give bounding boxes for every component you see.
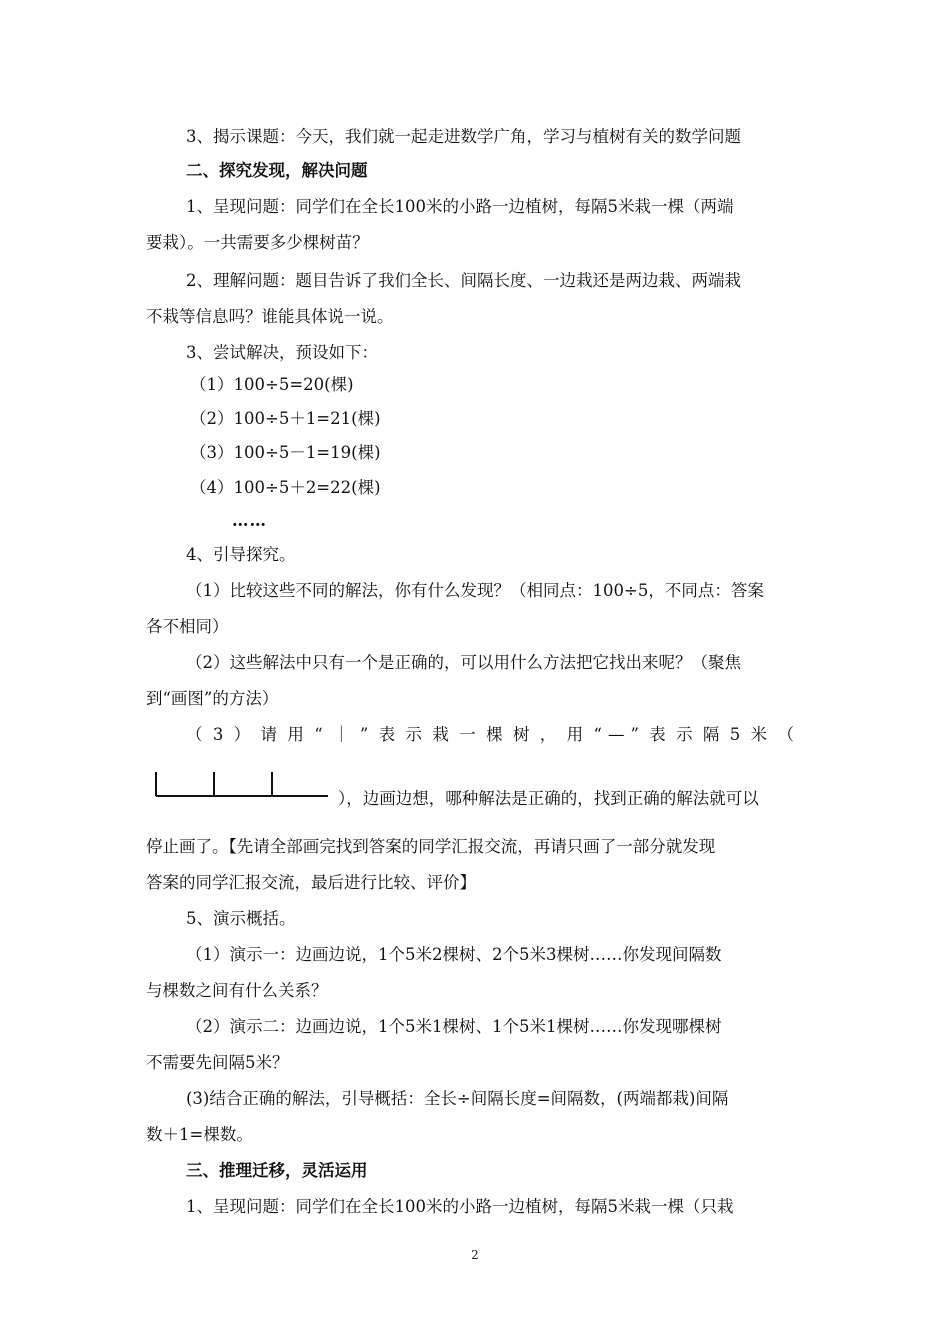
paragraph-line: 1、呈现问题：同学们在全长100米的小路一边植树，每隔5米栽一棵（只栽: [186, 1197, 734, 1216]
paragraph-line: 不需要先间隔5米？: [146, 1053, 289, 1072]
section-heading: 二、探究发现，解决问题: [186, 161, 368, 180]
paragraph-line: 3、揭示课题：今天，我们就一起走进数学广角，学习与植树有关的数学问题: [186, 127, 741, 146]
list-item: （3）100÷5－1=19(棵): [190, 443, 381, 462]
paragraph-line: (3)结合正确的解法，引导概括：全长÷间隔长度=间隔数，(两端都栽)间隔: [186, 1089, 729, 1108]
paragraph-line: 要栽）。一共需要多少棵树苗？: [146, 233, 369, 252]
paragraph-line: （1）演示一：边画边说，1个5米2棵树、2个5米3棵树……你发现间隔数: [186, 945, 722, 964]
ellipsis: ……: [232, 511, 267, 530]
paragraph-line: 5、演示概括。: [186, 909, 296, 928]
paragraph-line: （2）演示二：边画边说，1个5米1棵树、1个5米1棵树……你发现哪棵树: [186, 1017, 722, 1036]
paragraph-line: 4、引导探究。: [186, 545, 296, 564]
paragraph-line: 各不相同）: [146, 617, 229, 636]
paragraph-line: 与棵数之间有什么关系？: [146, 981, 328, 1000]
paragraph-line: （2）这些解法中只有一个是正确的，可以用什么方法把它找出来呢？（聚焦: [186, 653, 741, 672]
paragraph-line: （3）请用“｜”表示栽一棵树，用“—”表示隔5米（: [186, 725, 800, 744]
paragraph-line: （1）比较这些不同的解法，你有什么发现？（相同点：100÷5，不同点：答案: [186, 581, 764, 600]
page-number: 2: [471, 1248, 479, 1262]
tree-interval-diagram: [150, 768, 330, 802]
list-item: （2）100÷5＋1=21(棵): [190, 409, 381, 428]
section-heading: 三、推理迁移，灵活运用: [186, 1161, 368, 1180]
paragraph-line: 答案的同学汇报交流，最后进行比较、评价】: [146, 873, 476, 892]
paragraph-line: 数＋1=棵数。: [146, 1125, 253, 1144]
paragraph-line: 1、呈现问题：同学们在全长100米的小路一边植树，每隔5米栽一棵（两端: [186, 197, 734, 216]
paragraph-line: ），边画边想，哪种解法是正确的，找到正确的解法就可以: [338, 789, 759, 808]
list-item: （4）100÷5＋2=22(棵): [190, 478, 381, 497]
paragraph-line: 3、尝试解决，预设如下：: [186, 343, 378, 362]
paragraph-line: 停止画了。【先请全部画完找到答案的同学汇报交流，再请只画了一部分就发现: [146, 837, 716, 856]
paragraph-line: 不栽等信息吗？谁能具体说一说。: [146, 307, 394, 326]
list-item: （1）100÷5=20(棵): [190, 375, 354, 394]
paragraph-line: 2、理解问题：题目告诉了我们全长、间隔长度、一边栽还是两边栽、两端栽: [186, 271, 741, 290]
paragraph-line: 到“画图”的方法）: [146, 689, 279, 708]
